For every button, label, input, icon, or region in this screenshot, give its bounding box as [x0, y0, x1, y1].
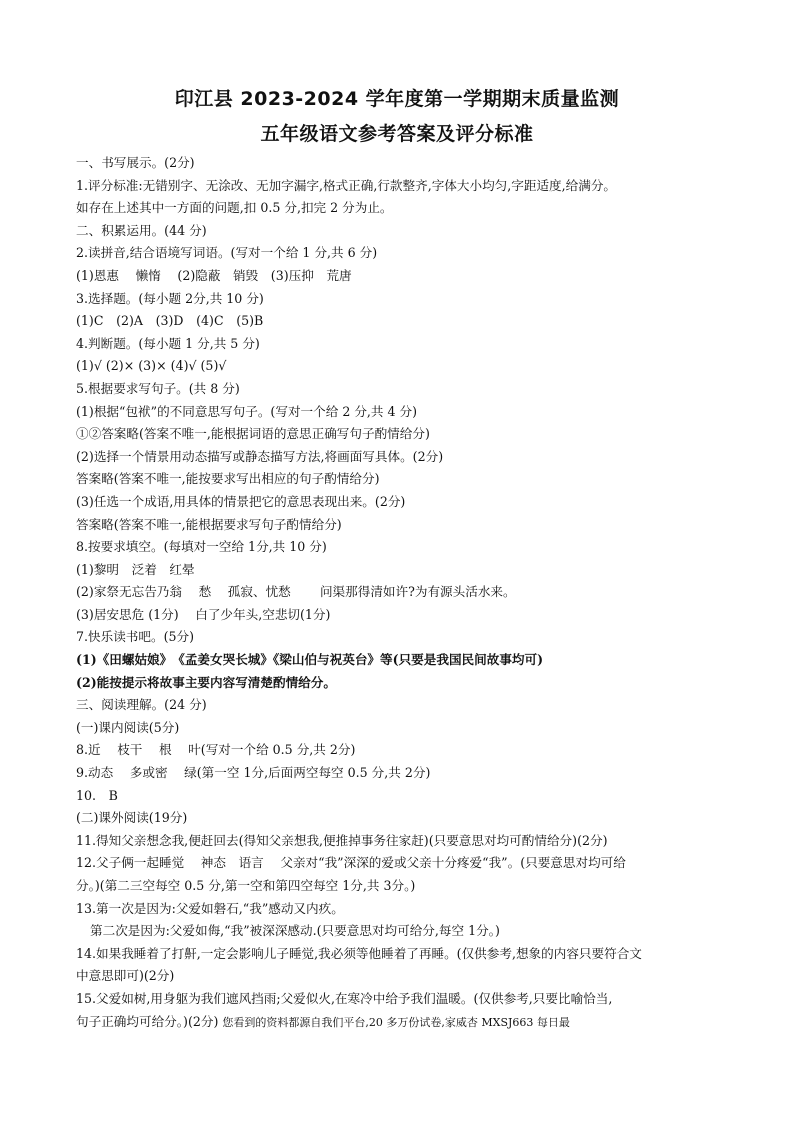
question-heading: 2.读拼音,结合语境写词语。(写对一个给 1 分,共 6 分) — [76, 245, 378, 261]
answer-line: ①②答案略(答案不唯一,能根据词语的意思正确写句子酌情给分) — [76, 426, 430, 442]
answer-line-end: 句子正确均可给分。)(2分) — [76, 1013, 219, 1029]
answer-line: 9.动态 多或密 绿(第一空 1分,后面两空每空 0.5 分,共 2分) — [76, 765, 431, 781]
answer-line: (1)√ (2)× (3)× (4)√ (5)√ — [76, 358, 227, 374]
section-heading: 二、积累运用。(44 分) — [76, 222, 207, 238]
answer-line: (3)居安思危 (1分) 白了少年头,空悲切(1分) — [76, 606, 331, 622]
answer-line: (1)根据“包袱”的不同意思写句子。(写对一个给 2 分,共 4 分) — [76, 403, 418, 419]
answer-line: (1)恩惠 懒惰 (2)隐蔽 销毁 (3)压抑 荒唐 — [76, 267, 352, 283]
document-subtitle: 五年级语文参考答案及评分标准 — [260, 123, 534, 145]
question-heading: 3.选择题。(每小题 2分,共 10 分) — [76, 290, 264, 306]
answer-line: 分。)(第二三空每空 0.5 分,第一空和第四空每空 1分,共 3分。) — [76, 878, 416, 893]
section-heading: 三、阅读理解。(24 分) — [76, 697, 207, 713]
question-heading: 8.按要求填空。(每填对一空给 1分,共 10 分) — [76, 539, 327, 555]
question-heading: 7.快乐读书吧。(5分) — [76, 629, 195, 645]
answer-line: (1)C (2)A (3)D (4)C (5)B — [76, 313, 264, 329]
answer-line: (2)选择一个情景用动态描写或静态描写方法,将画面写具体。(2分) — [76, 448, 444, 464]
answer-line: 15.父爱如树,用身躯为我们遮风挡雨;父爱似火,在寒冷中给予我们温暖。(仅供参考,只要比喻恰当, — [76, 990, 613, 1006]
subsection-heading: (二)课外阅读(19分) — [76, 810, 188, 826]
answer-line: (1)黎明 泛着 红晕 — [76, 561, 195, 577]
question-heading: 4.判断题。(每小题 1 分,共 5 分) — [76, 335, 260, 351]
answer-line: 第二次是因为:父爱如侮,“我”被深深感动.(只要意思对均可给分,每空 1分。) — [90, 923, 500, 939]
answer-line: 13.第一次是因为:父爱如磐石,“我”感动又内疚。 — [76, 900, 344, 916]
answer-line: 14.如果我睡着了打鼾,一定会影响儿子睡觉,我必须等他睡着了再睡。(仅供参考,想象的内容只要符合文 — [76, 945, 642, 961]
answer-line: (2)能按提示将故事主要内容写清楚酌情给分。 — [76, 674, 336, 690]
answer-line: 8.近 枝干 根 叶(写对一个给 0.5 分,共 2分) — [76, 742, 356, 758]
footer-note: 您看到的资料都源自我们平台,20 多万份试卷,家威杏 MXSJ663 每日最 — [222, 1015, 570, 1029]
answer-line: 如存在上述其中一方面的问题,扣 0.5 分,扣完 2 分为止。 — [76, 200, 393, 216]
section-heading: 一、书写展示。(2分) — [76, 155, 195, 170]
answer-line-with-footer — [76, 1011, 736, 1034]
answer-line: 1.评分标准:无错别字、无涂改、无加字漏字,格式正确,行款整齐,字体大小均匀,字距适度,给满分。 — [76, 177, 617, 193]
document-title: 印江县 2023-2024 学年度第一学期期末质量监测 — [174, 88, 620, 110]
answer-line: (1)《田螺姑娘》 《孟姜女哭长城》《梁山伯与祝英台》等(只要是我国民间故事均可) — [76, 652, 544, 668]
answer-line: 中意思即可)(2分) — [76, 968, 175, 984]
answer-line: 10. B — [76, 787, 118, 803]
answer-key-body — [76, 152, 736, 1033]
question-heading: 5.根据要求写句子。(共 8 分) — [76, 380, 240, 396]
answer-line: 答案略(答案不唯一,能按要求写出相应的句子酌情给分) — [76, 471, 380, 487]
answer-line: (2)家祭无忘告乃翁 愁 孤寂、忧愁 问渠那得清如许?为有源头活水来。 — [76, 584, 516, 600]
answer-line: 11.得知父亲想念我,便赶回去(得知父亲想我,便推掉事务往家赶)(只要意思对均可酌情给分)(2分) — [76, 832, 608, 848]
answer-line: 12.父子俩一起睡觉 神态 语言 父亲对“我”深深的爱或父亲十分疼爱“我”。(只要意思对均可给 — [76, 855, 626, 871]
answer-line: 答案略(答案不唯一,能根据要求写句子酌情给分) — [76, 516, 342, 532]
answer-line: (3)任选一个成语,用具体的情景把它的意思表现出来。(2分) — [76, 493, 406, 509]
subsection-heading: (一)课内阅读(5分) — [76, 719, 180, 735]
